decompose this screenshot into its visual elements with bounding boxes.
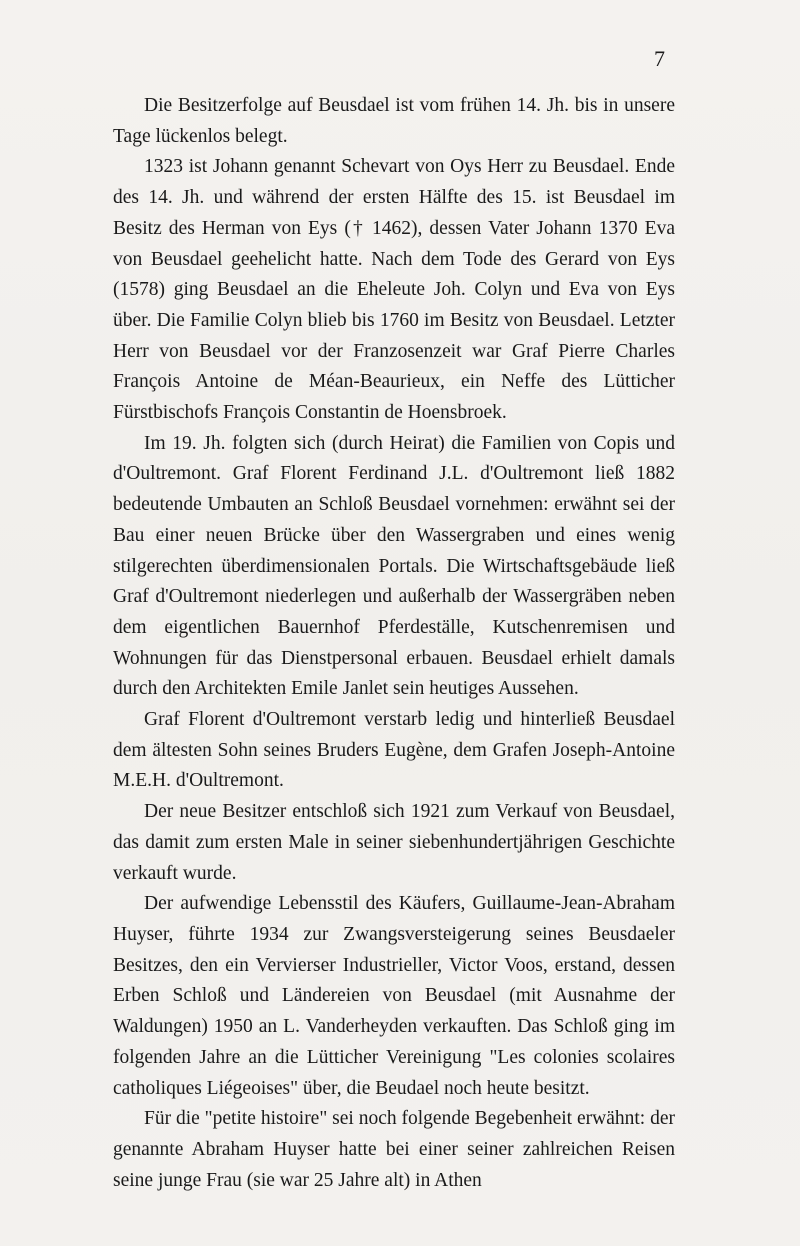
paragraph-5: Der neue Besitzer entschloß sich 1921 zum Verkauf von Beusdael, das damit zum ersten Male in seiner siebenhundertjährigen Geschichte verkauft wurde. (113, 801, 675, 884)
paragraph-1: Die Besitzerfolge auf Beusdael ist vom frühen 14. Jh. bis in unsere Tage lückenlos belegt. (113, 95, 675, 147)
paragraph-3: Im 19. Jh. folgten sich (durch Heirat) die Familien von Copis und d'Oultremont. Graf Florent Ferdinand J.L. d'Oultremont ließ 1882 bedeutende Umbauten an Schloß Beusdael vornehmen: erwähnt sei der Bau einer neuen Brücke über den Wassergraben und eines wenig stilgerechten überdimensionalen Portals. Die Wirtschaftsgebäude ließ Graf d'Oultremont niederlegen und außerhalb der Wassergräben neben dem eigentlichen Bauernhof Pferdeställe, Kutschenremisen und Wohnungen für das Dienstpersonal erbauen. Beusdael erhielt damals durch den Architekten Emile Janlet sein heutiges Aussehen. (113, 432, 675, 700)
body-text (113, 91, 675, 1196)
paragraph-6: Der aufwendige Lebensstil des Käufers, Guillaume-Jean-Abraham Huyser, führte 1934 zur Zwangsversteigerung seines Beusdaeler Besitzes, den ein Vervierser Industrieller, Victor Voos, erstand, dessen Erben Schloß und Ländereien von Beusdael (mit Ausnahme der Waldungen) 1950 an L. Vanderheyden verkauften. Das Schloß ging im folgenden Jahre an die Lütticher Vereinigung "Les colonies scolaires catholiques Liégeoises" über, die Beudael noch heute besitzt. (113, 893, 675, 1099)
paragraph-2: 1323 ist Johann genannt Schevart von Oys Herr zu Beusdael. Ende des 14. Jh. und während der ersten Hälfte des 15. ist Beusdael im Besitz des Herman von Eys († 1462), dessen Vater Johann 1370 Eva von Beusdael geehelicht hatte. Nach dem Tode des Gerard von Eys (1578) ging Beusdael an die Eheleute Joh. Colyn und Eva von Eys über. Die Familie Colyn blieb bis 1760 im Besitz von Beusdael. Letzter Herr von Beusdael vor der Franzosenzeit war Graf Pierre Charles François Antoine de Méan-Beaurieux, ein Neffe des Lütticher Fürstbischofs François Constantin de Hoensbroek. (113, 156, 675, 424)
paragraph-4: Graf Florent d'Oultremont verstarb ledig und hinterließ Beusdael dem ältesten Sohn seines Bruders Eugène, dem Grafen Joseph-Antoine M.E.H. d'Oultremont. (113, 709, 675, 792)
paragraph-7: Für die "petite histoire" sei noch folgende Begebenheit erwähnt: der genannte Abraham Huyser hatte bei einer seiner zahlreichen Reisen seine junge Frau (sie war 25 Jahre alt) in Athen (113, 1108, 675, 1191)
page-number: 7 (654, 46, 665, 71)
